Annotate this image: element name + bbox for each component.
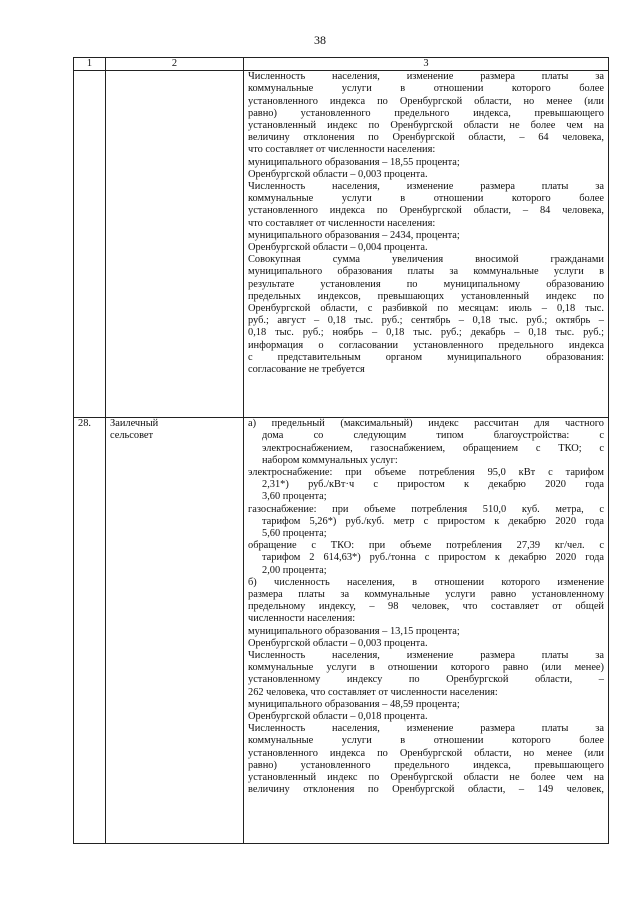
text-line: предельному индексу, – 98 человек, что составляет от общей (248, 601, 604, 613)
text-line: набором коммунальных услуг: (262, 454, 398, 466)
text-line: установленному индексу по Оренбургской области, – (248, 674, 604, 686)
text-line: муниципального образования – 48,59 процента; (248, 698, 460, 710)
text-line: Численность населения, изменение размера платы за (248, 650, 604, 662)
text-line: тарифом 2 614,63*) руб./тонна с приростом к декабрю 2020 года (262, 552, 604, 564)
text-line: газоснабжение: при объеме потребления 510,0 куб. метра, с (248, 503, 604, 515)
text-line: установленного индекса по Оренбургской области, но менее (или (248, 95, 604, 107)
text-line: 2,31*) руб./кВт·ч с приростом к декабрю 2020 года (262, 479, 604, 491)
text-line: коммунальные услуги в отношении которого более (248, 83, 604, 95)
text-line: коммунальные услуги в отношении которого равно (или менее) (248, 662, 604, 674)
text-line: электроснабжением, газоснабжением, обращением с ТКО; с (262, 442, 604, 454)
header-col-3: 3 (244, 58, 609, 71)
text-line: муниципального образования платы за коммунальные услуги в (248, 266, 604, 278)
text-line: величину отклонения по Оренбургской области, – 64 человека, (248, 132, 604, 144)
document-table (73, 57, 609, 844)
text-line: что составляет от численности населения: (248, 217, 436, 229)
text-line: коммунальные услуги в отношении которого более (248, 735, 604, 747)
text-line: согласование не требуется (248, 364, 365, 376)
text-line: электроснабжение: при объеме потребления 95,0 кВт с тарифом (248, 467, 604, 479)
text-line: обращение с ТКО: при объеме потребления 27,39 кг/чел. с (248, 540, 604, 552)
text-line: с представительным органом муниципального образования: (248, 351, 604, 363)
text-line: размера платы за коммунальные услуги равно установленному (248, 589, 604, 601)
text-line: коммунальные услуги в отношении которого более (248, 193, 604, 205)
text-line: равно) установленного предельного индекса, превышающего (248, 759, 604, 771)
municipality-name (106, 71, 244, 418)
text-line: 0,18 тыс. руб.; ноябрь – 0,18 тыс. руб.; декабрь – 0,18 тыс. руб.; (248, 327, 604, 339)
row-description (244, 71, 609, 418)
text-line: результате установления по муниципальному образованию (248, 278, 604, 290)
text-line: дома со следующим типом благоустройства: с (262, 430, 604, 442)
text-line: 5,60 процента; (262, 528, 327, 540)
text-line: что составляет от численности населения: (248, 144, 436, 156)
text-line: установленный индекс по Оренбургской области не более чем на (248, 120, 604, 132)
text-line: установленного индекса по Оренбургской области, но менее (или (248, 747, 604, 759)
table-row-28 (74, 418, 609, 844)
text-line: муниципального образования – 2434, процента; (248, 229, 460, 241)
text-line: 262 человека, что составляет от численности населения: (248, 686, 498, 698)
text-line: Совокупная сумма увеличения вносимой гражданами (248, 254, 604, 266)
text-line: величину отклонения по Оренбургской области, – 149 человек, (248, 784, 604, 796)
text-line: Оренбургской области – 0,018 процента. (248, 711, 428, 723)
text-line: Оренбургской области – 0,003 процента. (248, 168, 428, 180)
text-line: предельных индексов, превышающих установленный индекс по (248, 290, 604, 302)
row-number: 28. (74, 418, 106, 844)
text-line: Численность населения, изменение размера платы за (248, 181, 604, 193)
text-line: установленный индекс по Оренбургской области не более чем на (248, 772, 604, 784)
page-number: 38 (314, 33, 326, 47)
municipality-name-line: сельсовет (110, 430, 154, 442)
text-line: информация о согласовании установленного предельного индекса (248, 339, 604, 351)
municipality-name (106, 418, 244, 844)
text-line: Оренбургской области – 0,003 процента. (248, 637, 428, 649)
text-line: установленного индекса по Оренбургской области, – 84 человека, (248, 205, 604, 217)
text-line: Оренбургской области, с разбивкой по месяцам: июль – 0,18 тыс. (248, 303, 604, 315)
text-line: муниципального образования – 18,55 процента; (248, 156, 460, 168)
text-line: тарифом 5,26*) руб./куб. метр с приростом к декабрю 2020 года (262, 515, 604, 527)
text-line: муниципального образования – 13,15 процента; (248, 625, 460, 637)
header-col-1: 1 (74, 58, 106, 71)
table-row-continued (74, 71, 609, 418)
table-header-row (74, 58, 609, 71)
text-line: б) численность населения, в отношении которого изменение (248, 576, 604, 588)
text-line: руб.; август – 0,18 тыс. руб.; сентябрь – 0,18 тыс. руб.; октябрь – (248, 315, 604, 327)
text-line: 2,00 процента; (262, 564, 327, 576)
header-col-2: 2 (106, 58, 244, 71)
text-line: Численность населения, изменение размера платы за (248, 71, 604, 83)
row-number (74, 71, 106, 418)
text-line: Численность населения, изменение размера платы за (248, 723, 604, 735)
text-line: 3,60 процента; (262, 491, 327, 503)
row-description (244, 418, 609, 844)
text-line: Оренбургской области – 0,004 процента. (248, 242, 428, 254)
text-line: равно) установленного предельного индекса, превышающего (248, 107, 604, 119)
text-line: а) предельный (максимальный) индекс рассчитан для частного (248, 418, 604, 430)
municipality-name-line: Заилечный (110, 418, 159, 430)
text-line: численности населения: (248, 613, 356, 625)
